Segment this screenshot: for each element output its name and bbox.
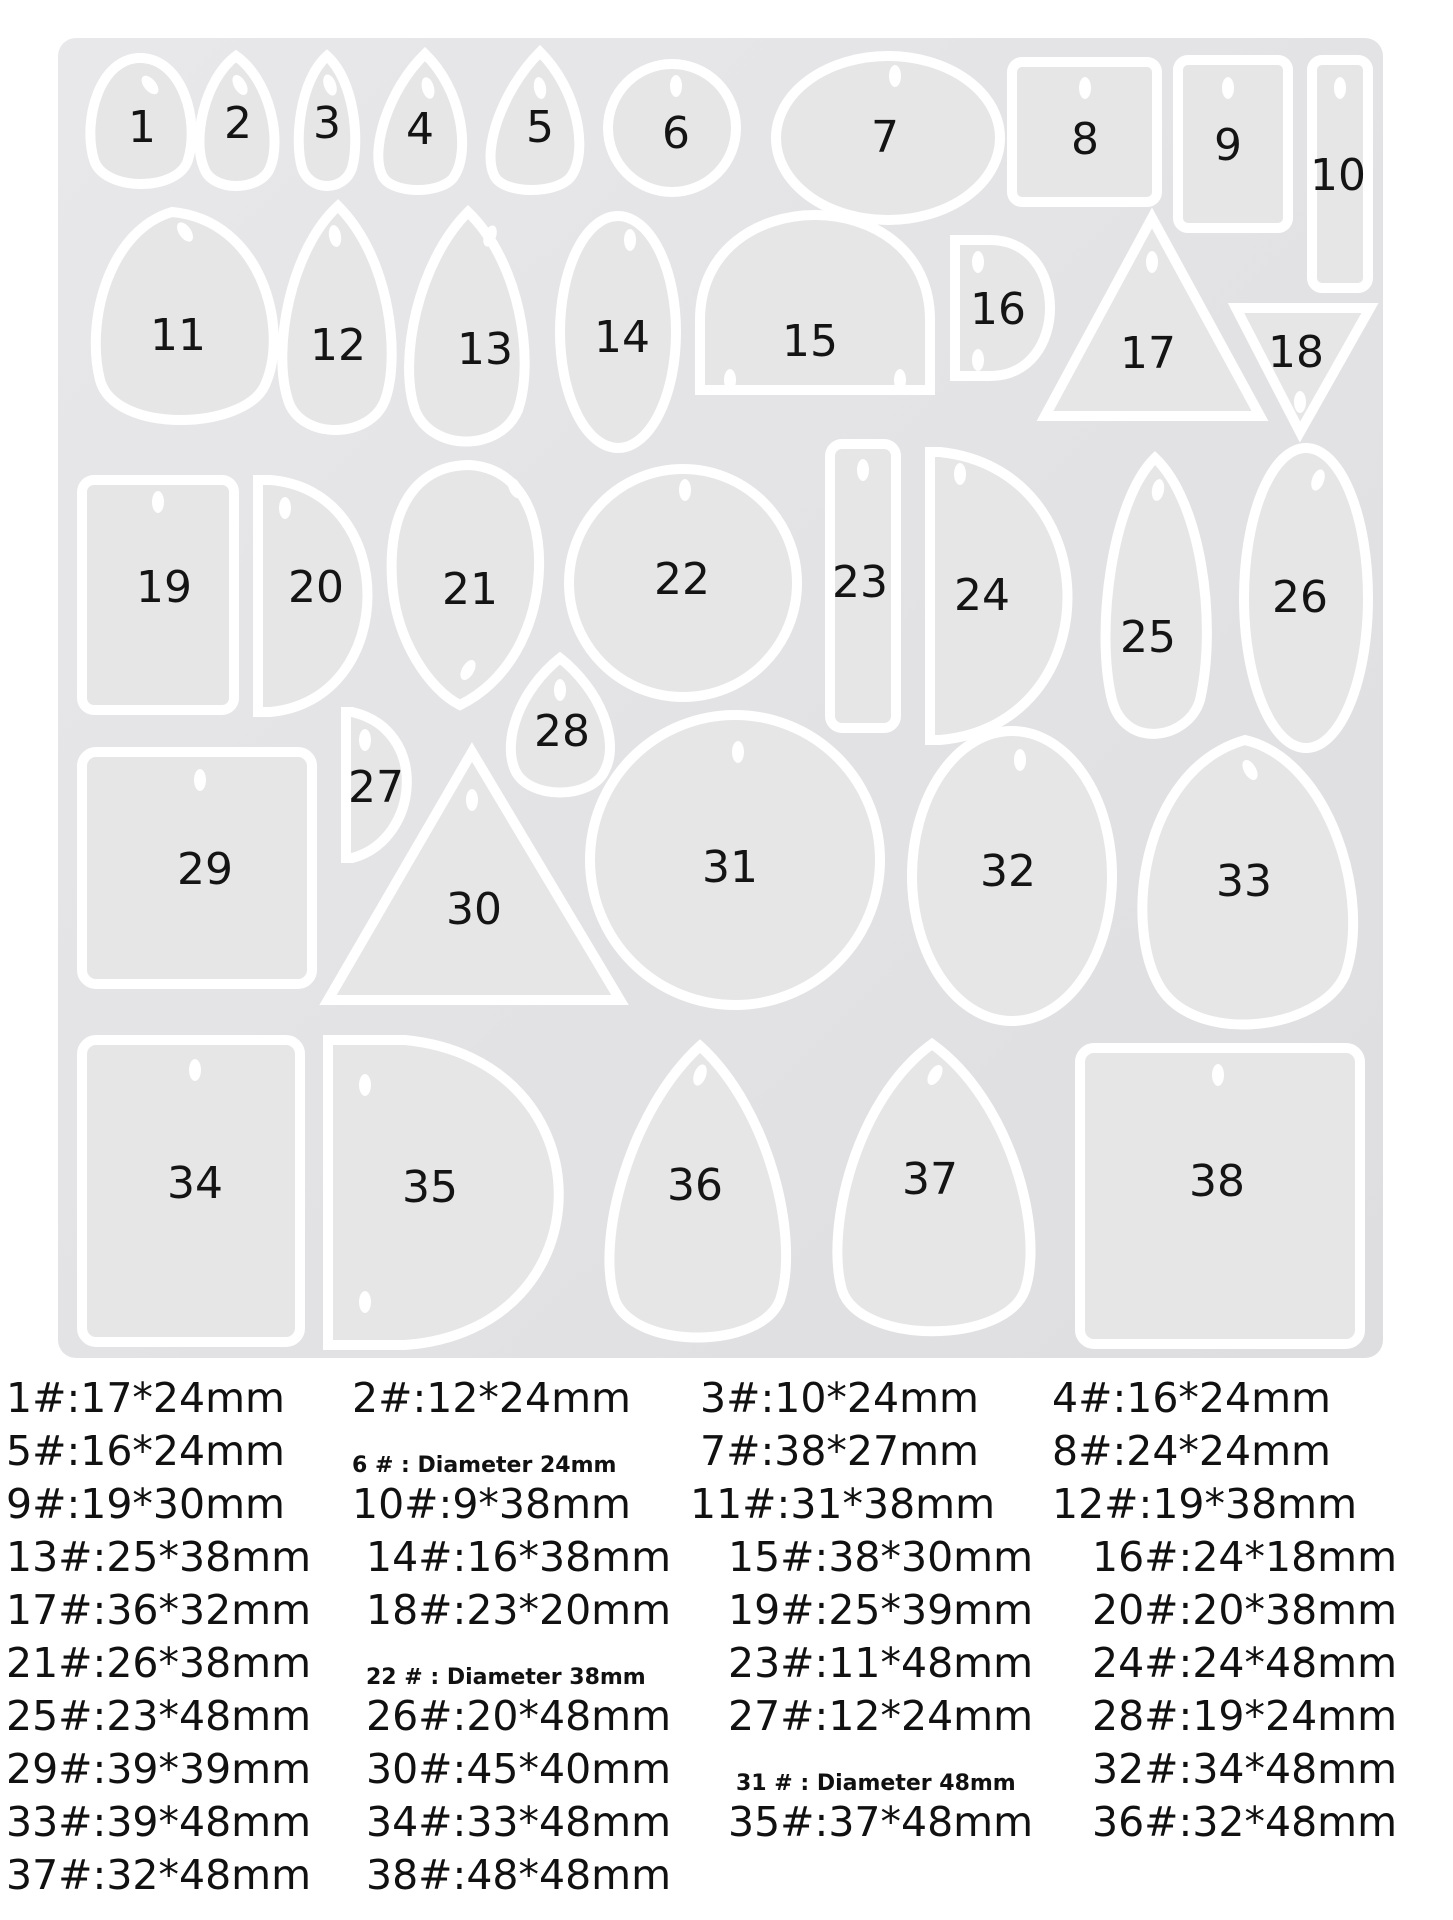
- cavity-number-5: 5: [526, 102, 554, 153]
- spec-item-15: 15#:38*30mm: [728, 1533, 1034, 1581]
- spec-item-22: 22 # : Diameter 38mm: [366, 1665, 646, 1690]
- spec-item-18: 18#:23*20mm: [366, 1586, 672, 1634]
- spec-item-13: 13#:25*38mm: [6, 1533, 312, 1581]
- cavity-number-7: 7: [871, 112, 899, 163]
- cavity-number-4: 4: [406, 104, 434, 155]
- spec-item-31: 31 # : Diameter 48mm: [736, 1771, 1016, 1796]
- spec-item-14: 14#:16*38mm: [366, 1533, 672, 1581]
- spec-item-23: 23#:11*48mm: [728, 1639, 1034, 1687]
- spec-item-38: 38#:48*48mm: [366, 1851, 672, 1899]
- cavity-number-22: 22: [654, 554, 710, 605]
- spec-item-26: 26#:20*48mm: [366, 1692, 672, 1740]
- spec-item-11: 11#:31*38mm: [690, 1480, 996, 1528]
- spec-item-27: 27#:12*24mm: [728, 1692, 1034, 1740]
- cavity-number-2: 2: [224, 98, 252, 149]
- cavity-number-25: 25: [1120, 612, 1176, 663]
- cavity-number-29: 29: [177, 844, 233, 895]
- spec-item-24: 24#:24*48mm: [1092, 1639, 1398, 1687]
- spec-item-17: 17#:36*32mm: [6, 1586, 312, 1634]
- cavity-number-13: 13: [457, 324, 513, 375]
- spec-item-6: 6 # : Diameter 24mm: [352, 1453, 617, 1478]
- spec-item-9: 9#:19*30mm: [6, 1480, 285, 1528]
- cavity-number-1: 1: [128, 102, 156, 153]
- spec-item-28: 28#:19*24mm: [1092, 1692, 1398, 1740]
- cavity-number-20: 20: [288, 562, 344, 613]
- cavity-number-16: 16: [970, 284, 1026, 335]
- cavity-number-32: 32: [980, 846, 1036, 897]
- spec-item-12: 12#:19*38mm: [1052, 1480, 1358, 1528]
- dimension-list: [0, 1374, 1453, 1920]
- cavity-number-38: 38: [1189, 1156, 1245, 1207]
- cavity-number-35: 35: [402, 1162, 458, 1213]
- cavity-number-8: 8: [1071, 114, 1099, 165]
- cavity-number-37: 37: [902, 1154, 958, 1205]
- spec-item-19: 19#:25*39mm: [728, 1586, 1034, 1634]
- spec-item-36: 36#:32*48mm: [1092, 1798, 1398, 1846]
- spec-item-4: 4#:16*24mm: [1052, 1374, 1331, 1422]
- spec-item-21: 21#:26*38mm: [6, 1639, 312, 1687]
- cavity-number-6: 6: [662, 108, 690, 159]
- spec-item-1: 1#:17*24mm: [6, 1374, 285, 1422]
- cavity-number-26: 26: [1272, 572, 1328, 623]
- spec-item-8: 8#:24*24mm: [1052, 1427, 1331, 1475]
- cavity-number-27: 27: [348, 762, 404, 813]
- spec-item-20: 20#:20*38mm: [1092, 1586, 1398, 1634]
- spec-item-32: 32#:34*48mm: [1092, 1745, 1398, 1793]
- spec-item-30: 30#:45*40mm: [366, 1745, 672, 1793]
- spec-item-37: 37#:32*48mm: [6, 1851, 312, 1899]
- spec-item-5: 5#:16*24mm: [6, 1427, 285, 1475]
- cavity-number-14: 14: [594, 312, 650, 363]
- spec-item-3: 3#:10*24mm: [700, 1374, 979, 1422]
- cavity-number-10: 10: [1310, 150, 1366, 201]
- spec-item-35: 35#:37*48mm: [728, 1798, 1034, 1846]
- cavity-number-24: 24: [954, 570, 1010, 621]
- cavity-number-17: 17: [1120, 328, 1176, 379]
- cavity-number-19: 19: [136, 562, 192, 613]
- cavity-number-3: 3: [313, 98, 341, 149]
- spec-item-34: 34#:33*48mm: [366, 1798, 672, 1846]
- cavity-number-9: 9: [1214, 120, 1242, 171]
- cavity-number-30: 30: [446, 884, 502, 935]
- cavity-number-31: 31: [702, 842, 758, 893]
- cavity-number-12: 12: [310, 320, 366, 371]
- cavity-number-11: 11: [150, 310, 206, 361]
- spec-item-25: 25#:23*48mm: [6, 1692, 312, 1740]
- cavity-number-28: 28: [534, 706, 590, 757]
- cavity-number-18: 18: [1268, 327, 1324, 378]
- spec-item-2: 2#:12*24mm: [352, 1374, 631, 1422]
- spec-item-7: 7#:38*27mm: [700, 1427, 979, 1475]
- spec-item-33: 33#:39*48mm: [6, 1798, 312, 1846]
- cavity-number-23: 23: [832, 557, 888, 608]
- spec-item-29: 29#:39*39mm: [6, 1745, 312, 1793]
- cavity-number-21: 21: [442, 564, 498, 615]
- cavity-number-36: 36: [667, 1160, 723, 1211]
- cavity-number-15: 15: [782, 316, 838, 367]
- spec-item-16: 16#:24*18mm: [1092, 1533, 1398, 1581]
- cavity-number-33: 33: [1216, 856, 1272, 907]
- cavity-number-34: 34: [167, 1158, 223, 1209]
- spec-item-10: 10#:9*38mm: [352, 1480, 631, 1528]
